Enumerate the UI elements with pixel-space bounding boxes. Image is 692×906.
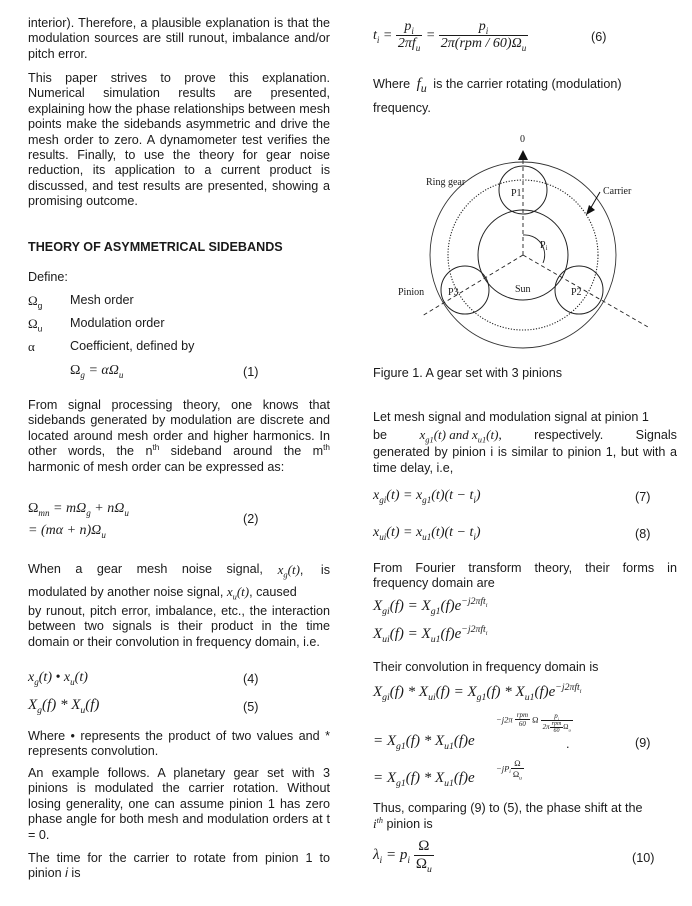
equation-number-8: (8) xyxy=(635,527,651,541)
equation-2-line-2: = $(m\alpha + n)\Omega_u$ xyxy=(28,523,106,540)
label-carrier: Carrier xyxy=(603,186,632,197)
paragraph-intro: interior). Therefore, a plausible explanation is that the modulation sources are still runout, imbalance and/or pitch error. xyxy=(28,16,330,61)
equation-number-5: (5) xyxy=(243,700,259,714)
paragraph-signal-processing: From signal processing theory, one knows that sidebands generated by modulation are discrete and located around mesh order and higher harmonics. In other words, the $n^{th}$ sideband around the $m^{th}$ harmonic of mesh order can be expressed as: xyxy=(28,398,330,474)
equation-6: $t_i$ = $\frac{p_i}{2\pi f_u}$ = $\frac{p_i}{2\pi(rpm / 60)\Omega_u}$ xyxy=(373,19,527,53)
section-heading: THEORY OF ASYMMETRICAL SIDEBANDS xyxy=(28,240,283,254)
equation-number-7: (7) xyxy=(635,490,651,504)
paragraph-carrier-time: The time for the carrier to rotate from pinion 1 to pinion i is xyxy=(28,851,330,881)
label-zero: 0 xyxy=(520,134,525,145)
definition-description: Modulation order xyxy=(70,316,165,330)
equation-number-6: (6) xyxy=(591,30,607,44)
equation-1-expression: $\Omega_g = \alpha\Omega_u$ xyxy=(70,363,124,380)
equation-9-line-1: $X_{gi}(f) * X_{ui}(f) = X_{g1}(f) * X_{u1}(f)e^{-j2\pi ft_i}$ xyxy=(373,682,582,703)
label-pinion: Pinion xyxy=(398,287,425,298)
paragraph-fourier: From Fourier transform theory, their forms in frequency domain are xyxy=(373,561,677,591)
equation-number-1: (1) xyxy=(243,365,259,379)
define-label: Define: xyxy=(28,270,68,284)
radial-line-p2 xyxy=(523,255,648,327)
equation-number-4: (4) xyxy=(243,672,259,686)
fraction: $\frac{p_i}{2\pi f_u}$ xyxy=(397,19,421,53)
definition-symbol: $\Omega_u$ xyxy=(28,316,43,334)
equation-9-line-2: = $X_{g1}(f) * X_{u1}(f)e$ −j2π $\frac{\text{rpm}}{60}$ Ω $p_i$ 2π $\frac{\text{rpm}}{60}$ $\Omega_u$ . xyxy=(373,711,571,752)
definition-description: Coefficient, defined by xyxy=(70,339,195,353)
equation-5: $X_g(f) * X_u(f)$ xyxy=(28,697,100,716)
radial-line-p3 xyxy=(422,255,523,316)
planetary-gear-diagram xyxy=(370,125,670,365)
label-sun: Sun xyxy=(515,284,531,295)
label-pi: $P_i$ xyxy=(540,240,548,252)
equation-number-10: (10) xyxy=(632,851,655,865)
paragraph-fu-definition: Where $f_u$ is the carrier rotating (modulation) xyxy=(373,76,622,95)
paragraph-example: An example follows. A planetary gear set with 3 pinions is modulated the carrier rotation. Without losing generality, one can assume pinion 1 has zero phase angle for both mesh and modulation orders at t = 0. xyxy=(28,766,330,842)
definition-symbol: $\Omega_g$ xyxy=(28,293,43,311)
equation-2-line-1: $\Omega_{mn} = m\Omega_g + n\Omega_u$ xyxy=(28,501,129,518)
equation-8: $x_{ui}(t) = x_{u1}(t)(t - t_i)$ xyxy=(373,525,481,542)
paragraph-where-product: Where • represents the product of two values and * represents convolution. xyxy=(28,729,330,759)
equation-fourier-mesh: $X_{gi}(f) = X_{g1}(f)e^{-j2\pi ft_i}$ xyxy=(373,596,488,617)
paragraph-fu-frequency: frequency. xyxy=(373,101,431,115)
equation-10: $\lambda_i = p_i$ $\frac{\Omega}{\Omega_u}$ xyxy=(373,838,432,875)
equation-number-9: (9) xyxy=(635,736,651,750)
equation-number-2: (2) xyxy=(243,512,259,526)
label-p3: P3 xyxy=(448,287,459,298)
definition-coefficient xyxy=(28,339,328,355)
figure-caption: Figure 1. A gear set with 3 pinions xyxy=(373,366,563,380)
exponent-expression: $-jP_i$ $\frac{\Omega}{\Omega_u}$ xyxy=(496,758,522,782)
equation-9-line-3: = $X_{g1}(f) * X_{u1}(f)e$ $-jP_i$ $\frac{\Omega}{\Omega_u}$ xyxy=(373,758,522,789)
definition-mesh-order xyxy=(28,293,328,309)
equation-7: $x_{gi}(t) = x_{g1}(t)(t - t_i)$ xyxy=(373,488,481,505)
paragraph-gear-signal: When a gear mesh noise signal, $x_g(t)$, is modulated by another noise signal, $x_u(t)$, caused by runout, pitch error, imbalance, etc., the interaction between two signals is their product in the time domain or their convolution in frequency domain, i.e. xyxy=(28,562,330,649)
paragraph-let-mesh: Let mesh signal and modulation signal at pinion 1 be $x_{g1}(t)$ and $x_{u1}(t)$, respectively. Signals generated by pinion i is similar to pinion 1, but with a time delay, i.e, xyxy=(373,410,677,475)
equation-4: $x_g(t)$ • $x_u(t)$ xyxy=(28,670,88,687)
label-p1: P1 xyxy=(511,188,522,199)
paragraph-purpose: This paper strives to prove this explanation. Numerical simulation results are presented, explaining how the phase relationships between mesh points make the sidebands asymmetric and drive the mesh order to zero. A dynamometer test verifies the results. Finally, to use the theory for gear noise reduction, its application to a current product is discussed, and test results are presented, showing a promising outcome. xyxy=(28,71,330,209)
arrow-up-icon xyxy=(518,150,528,160)
equation-1 xyxy=(70,363,123,379)
equation-fourier-modulation: $X_{ui}(f) = X_{u1}(f)e^{-j2\pi ft_i}$ xyxy=(373,624,488,645)
fraction: $\frac{p_i}{2\pi(rpm / 60)\Omega_u}$ xyxy=(440,19,527,53)
definition-modulation-order xyxy=(28,316,328,332)
label-p2: P2 xyxy=(571,287,582,298)
exponent-expression: −j2π $\frac{\text{rpm}}{60}$ Ω $p_i$ 2π $\frac{\text{rpm}}{60}$ $\Omega_u$ xyxy=(496,711,571,735)
label-ring-gear: Ring gear xyxy=(426,177,466,188)
paragraph-convolution: Their convolution in frequency domain is xyxy=(373,660,599,674)
paragraph-phase-shift: Thus, comparing (9) to (5), the phase shift at the $i^{th}$ pinion is xyxy=(373,801,643,832)
definition-description: Mesh order xyxy=(70,293,134,307)
definition-symbol: α xyxy=(28,339,35,354)
carrier-arrow-icon xyxy=(586,205,595,215)
